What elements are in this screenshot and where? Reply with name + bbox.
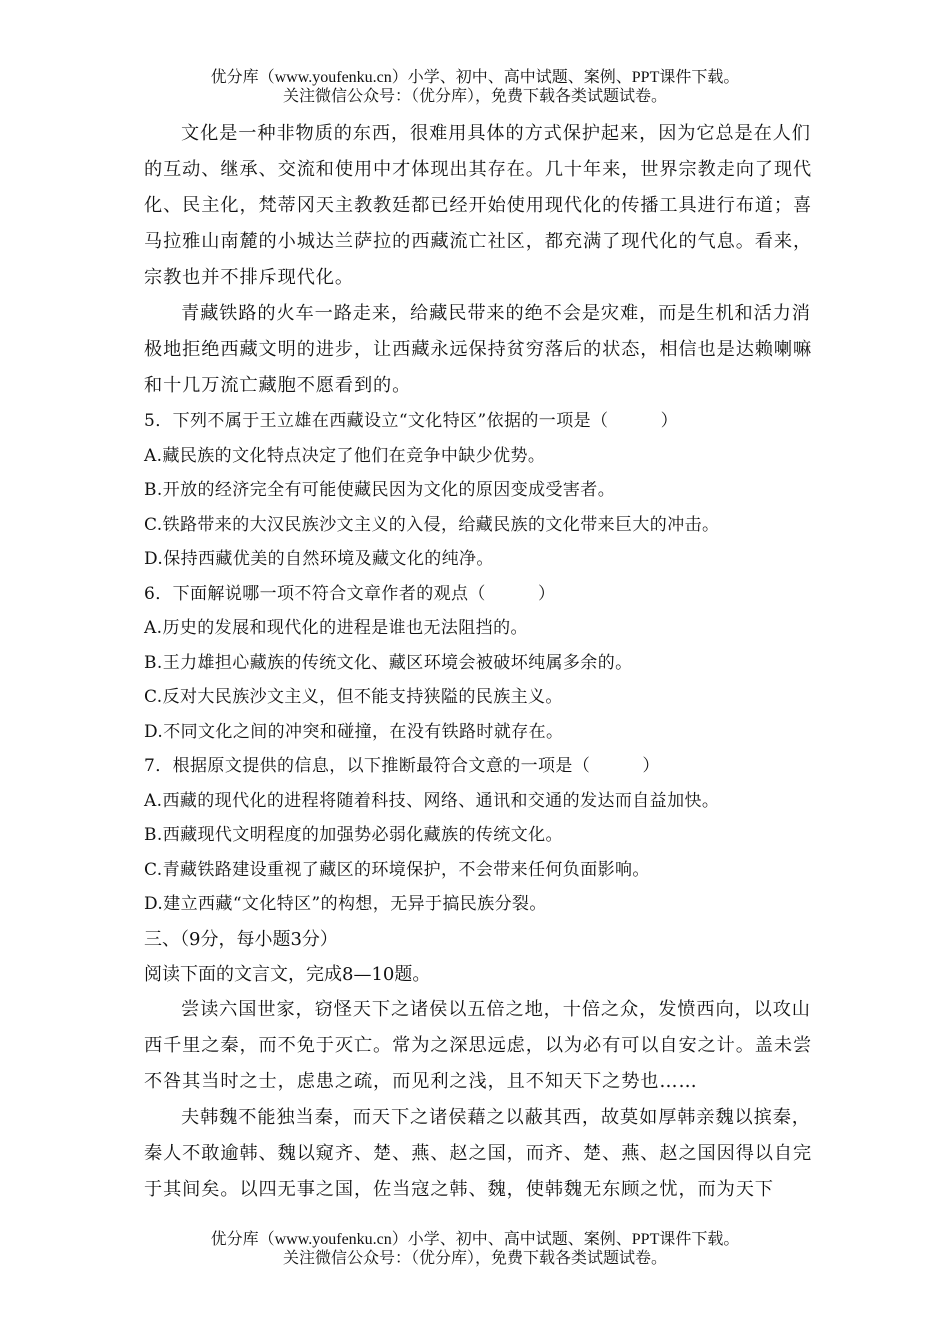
question-stem: 7．根据原文提供的信息，以下推断最符合文意的一项是（ ） [144,756,660,776]
option-b: B.开放的经济完全有可能使藏民因为文化的原因变成受害者。 [144,480,616,500]
question-stem: 5．下列不属于王立雄在西藏设立“文化特区”依据的一项是（ ） [144,411,678,431]
option-a: A.藏民族的文化特点决定了他们在竞争中缺少优势。 [144,445,546,466]
option-a: A.历史的发展和现代化的进程是谁也无法阻挡的。 [144,618,528,638]
option-c: C.铁路带来的大汉民族沙文主义的入侵，给藏民族的文化带来巨大的冲击。 [144,514,720,535]
page-content [144,116,824,1208]
option-b: B.西藏现代文明程度的加强势必弱化藏族的传统文化。 [144,825,563,845]
option-a: A.西藏的现代化的进程将随着科技、网络、通讯和交通的发达而自益加快。 [144,790,720,811]
option-d: D.保持西藏优美的自然环境及藏文化的纯净。 [144,549,494,569]
passage-paragraph-2: 青藏铁路的火车一路走来，给藏民带来的绝不会是灾难，而是生机和活力消极地拒绝西藏文明的进步，让西藏永远保持贫穷落后的状态，相信也是达赖喇嘛和十几万流亡藏胞不愿看到的。 [144,303,813,396]
option-d: D.建立西藏“文化特区”的构想，无异于搞民族分裂。 [144,894,547,914]
page-header [0,68,950,106]
classical-paragraph-2: 夫韩魏不能独当秦，而天下之诸侯藉之以蔽其西，故莫如厚韩亲魏以摈秦，秦人不敢逾韩、魏以窥齐、楚、燕、赵之国，而齐、楚、燕、赵之国因得以自完于其间矣。以四无事之国，佐当寇之韩、魏，使韩魏无东顾之忧，而为天下 [144,1106,813,1200]
option-c: C.青藏铁路建设重视了藏区的环境保护，不会带来任何负面影响。 [144,859,650,880]
page-footer [0,1230,950,1268]
option-c: C.反对大民族沙文主义，但不能支持狭隘的民族主义。 [144,687,563,707]
question-5 [144,404,824,577]
section-heading: 三、（9分，每小题3分） [144,928,338,950]
footer-line-1: 优分库（www.youfenku.cn）小学、初中、高中试题、案例、PPT课件下载。 [210,1231,740,1248]
question-stem: 6．下面解说哪一项不符合文章作者的观点（ ） [144,583,556,604]
header-line-1: 优分库（www.youfenku.cn）小学、初中、高中试题、案例、PPT课件下载。 [210,69,740,86]
footer-line-2: 关注微信公众号：（优分库），免费下载各类试题试卷。 [282,1250,667,1267]
question-7 [144,749,824,922]
header-line-2: 关注微信公众号：（优分库），免费下载各类试题试卷。 [282,88,667,105]
question-6 [144,577,824,750]
option-b: B.王力雄担心藏族的传统文化、藏区环境会被破坏纯属多余的。 [144,652,633,673]
classical-paragraph-1: 尝读六国世家，窃怪天下之诸侯以五倍之地，十倍之众，发愤西向，以攻山西千里之秦，而不免于灭亡。常为之深思远虑，以为必有可以自安之计。盖未尝不咎其当时之士，虑患之疏，而见利之浅，且不知天下之势也…… [144,998,813,1092]
passage-paragraph-1: 文化是一种非物质的东西，很难用具体的方式保护起来，因为它总是在人们的互动、继承、交流和使用中才体现出其存在。几十年来，世界宗教走向了现代化、民主化，梵蒂冈天主教教廷都已经开始使用现代化的传播工具进行布道；喜马拉雅山南麓的小城达兰萨拉的西藏流亡社区，都充满了现代化的气息。看来，宗教也并不排斥现代化。 [144,123,813,288]
section-instruction: 阅读下面的文言文，完成8—10题。 [144,963,431,985]
option-d: D.不同文化之间的冲突和碰撞，在没有铁路时就存在。 [144,721,564,742]
